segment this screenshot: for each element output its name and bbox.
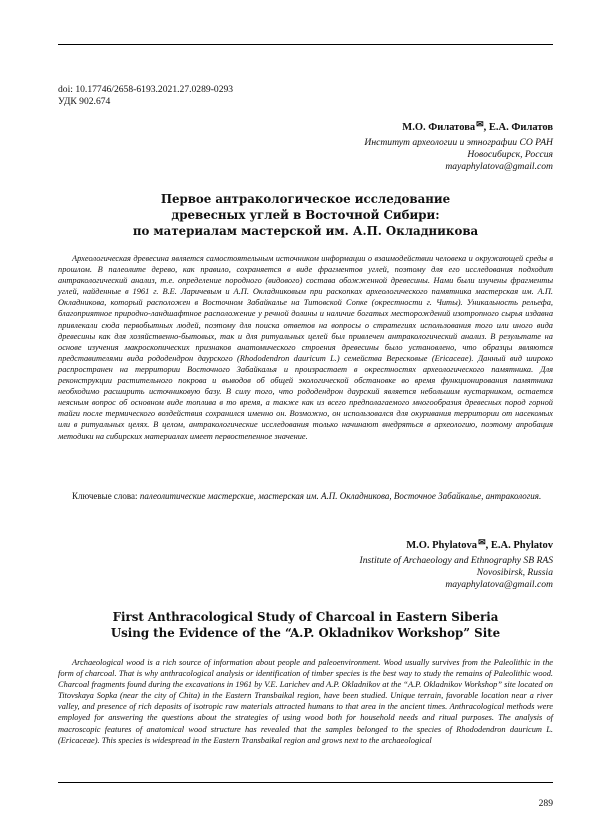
envelope-icon[interactable]: ✉ [476,119,484,129]
top-rule [58,44,553,45]
bottom-rule [58,782,553,783]
title-en-line: Using the Evidence of the “A.P. Okladnikov Workshop” Site [110,626,501,640]
author-1-en: M.O. Phylatova [406,540,478,551]
title-ru-line: Первое антракологическое исследование [160,192,451,206]
keywords-ru [58,490,553,502]
authors-en [406,537,553,551]
author-2-en: , E.A. Phylatov [485,540,553,551]
affiliation-ru [364,137,553,173]
title-en-line: First Anthracological Study of Charcoal in Eastern Siberia [112,610,499,624]
institute-ru: Институт археологии и этнографии СО РАН [364,137,553,148]
title-en [58,609,553,641]
affiliation-en [360,555,553,591]
udk: УДК 902.674 [58,96,111,107]
title-ru-line: древесных углей в Восточной Сибири: [171,208,440,222]
title-ru-line: по материалам мастерской им. А.П. Окладникова [132,224,479,238]
email-en[interactable]: mayaphylatova@gmail.com [445,579,553,590]
keywords-text: палеолитические мастерские, мастерская им. А.П. Окладникова, Восточное Забайкалье, антракология. [139,491,542,501]
city-ru: Новосибирск, Россия [467,149,553,160]
institute-en: Institute of Archaeology and Ethnography SB RAS [359,555,553,566]
doi[interactable]: doi: 10.17746/2658-6193.2021.27.0289-0293 [58,84,234,95]
article-meta [58,84,233,108]
title-ru [58,191,553,239]
authors-ru [402,119,553,133]
abstract-en: Archaeological wood is a rich source of information about people and paleoenvironment. Wood usually survives from the Paleolithic in the form of charcoal. That is why anthracological analysis or identification of timber species is the best way to study the remains of Paleolithic wood. Charcoal fragments found during the excavations in 1961 by V.E. Larichev and A.P. Okladnikov at the “A.P. Okladnikov Workshop” site located on Titovskaya Sopka (near the city of Chita) in the Eastern Transbaikal region, have been studied. Unique terrain, favorable location near a river valley, and presence of rich deposits of isotropic raw materials attracted humans to that area in the ancient times. Anthracological methods were employed for answering the questions about the strategies of using wood both for household needs and ritual purposes. The analysis of macroscopic features of anatomical wood structure has revealed that the samples belonged to the species of Rhododendron dauricum L. (Ericaceae). This species is widespread in the Eastern Transbaikal region and grows next to the archaeological [58,658,553,745]
page-number: 289 [538,798,553,809]
envelope-icon[interactable]: ✉ [478,537,486,547]
author-2-ru: , Е.А. Филатов [483,122,553,133]
keywords-label: Ключевые слова: [72,491,140,501]
abstract-ru: Археологическая древесина является самостоятельным источником информации о взаимодействии человека и окружающей среды в прошлом. В палеолите дерево, как правило, сохраняется в виде фрагментов углей, поэтому для его исследования подходит антракологический анализ, т.е. определение породного (видового) состава обожженной древесины. Нами были изучены фрагменты углей, найденные в 1961 г. В.Е. Ларичевым и А.П. Окладниковым при раскопках археологического памятника мастерская им. А.П. Окладникова, который расположен в Восточном Забайкалье на Титовской Сопке (окрестности г. Читы). Уникальность рельефа, благоприятное природно-ландшафтное расположение у речной долины и наличие богатых месторождений изотропного сырья издавна привлекали сюда первобытных людей, поэтому для поиска ответов на вопросы о стратегиях использования того или иного вида древесины как для хозяйственно-бытовых, так и для ритуальных целей был привлечен антракологический анализ. В результате на основе изучения макроскопических признаков анатомического строения древесины было установлено, что образцы являются представителями вида рододендрон даурского (Rhododendron dauricum L.) семейства Вересковые (Ericaceae). Данный вид широко распространен на территории Восточного Забайкалья и произрастает в окрестностях археологического памятника. Для реконструкции растительного покрова и выводов об общей экологической обстановке во время функционирования памятника необходимо расширить источниковую базу. В силу того, что рододендрон даурский является небольшим кустарником, остается неясным вопрос об основном виде топлива в то время, а также как из всего предполагаемого многообразия древесных пород горной тайги после термического воздействия сохранился именно он. Возможно, он использовался для окуривания территории от насекомых или в ритуальных целях. В целом, антракологические исследования только начинают внедряться в археологию, поэтому апробация методики на сибирских материалах имеет первостепенное значение. [58,254,553,441]
author-1-ru: М.О. Филатова [402,122,476,133]
email-ru[interactable]: mayaphylatova@gmail.com [445,161,553,172]
city-en: Novosibirsk, Russia [476,567,553,578]
